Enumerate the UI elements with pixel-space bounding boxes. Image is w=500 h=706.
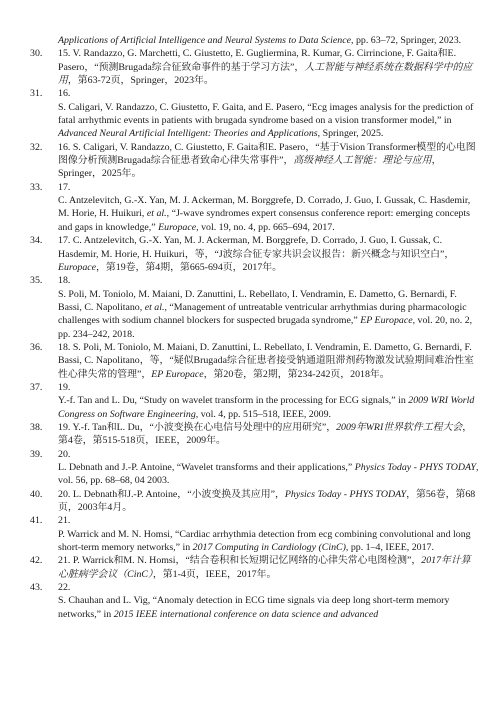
reference-venue: Europace [58, 261, 97, 273]
reference-item [30, 341, 480, 381]
reference-sub-number: 19. [58, 381, 71, 393]
reference-venue: 2015 IEEE international conference on data science and advanced [113, 608, 379, 620]
reference-details: , “Management of untreatable ventricular arrhythmias during pharmacologic challenges with sodium channel blockers for suspected brugada syndrome,” [58, 301, 467, 327]
reference-details: ，第56卷，第68页，2003年4月。 [58, 488, 476, 514]
reference-venue: 2017年计算心脏病学会议（CinC） [58, 555, 471, 580]
reference-body: 16. S. Caligari, V. Randazzo, C. Giustetto, F. Gaita和E. Pasero，“基于Vision Transformer模型的心电图图像分析预测Brugada综合征患者致命心律失常事件”， [58, 141, 476, 167]
reference-item [30, 141, 480, 181]
reference-body: S. Chauhan and L. Vig, “Anomaly detection in ECG time signals via deep long short-term memory networks,” in [58, 595, 450, 620]
reference-body: S. Caligari, V. Randazzo, C. Giustetto, F. Gaita, and E. Pasero, “Ecg images analysis for the prediction of fatal arrhythmic events in patients with brugada syndrome based on a vision transformer model,” in [58, 101, 474, 127]
reference-body: 15. V. Randazzo, G. Marchetti, C. Giustetto, E. Gugliermina, R. Kumar, G. Cirrincione, F. Gaita和E. Pasero，“预测Brugada综合征致命事件的基于学习方法”， [58, 48, 457, 73]
reference-item [30, 181, 480, 234]
reference-text [58, 181, 480, 234]
reference-body: 17. C. Antzelevitch, G.-X. Yan, M. J. Ackerman, M. Borggrefe, D. Corrado, J. Guo, I. Gussak, C. Hasdemir, M. Horie, H. Huikuri，等，“J波综合征专家共识会议报告：新兴概念与知识空白”， [58, 235, 455, 260]
reference-venue: 人工智能与神经系统在数据科学中的应用 [58, 61, 473, 87]
reference-venue: et al. [144, 301, 165, 313]
reference-venue: EP Europace [360, 315, 413, 327]
reference-number: 31. [30, 88, 43, 100]
reference-body: 20. L. Debnath和J.-P. Antoine，“小波变换及其应用”， [58, 488, 285, 500]
reference-venue: 高级神经人工智能：理论与应用 [293, 155, 432, 167]
reference-details: , vol. 20, no. 2, pp. 234–242, 2018. [58, 315, 473, 340]
reference-body: S. Poli, M. Toniolo, M. Maiani, D. Zanuttini, L. Rebellato, I. Vendramin, E. Dametto, G. Bernardi, F. Bassi, C. Napolitano, [58, 288, 457, 313]
reference-sub-number: 18. [58, 275, 71, 287]
reference-number: 39. [30, 448, 43, 460]
reference-details: , Springer, 2025. [317, 128, 384, 140]
reference-text [58, 234, 480, 274]
reference-details: , “J-wave syndromes expert consensus conference report: emerging concepts and gaps in knowledge,” [58, 208, 470, 233]
reference-text [58, 274, 480, 341]
reference-number: 34. [30, 235, 43, 247]
reference-venue: Physics Today - PHYS TODAY [284, 488, 407, 500]
reference-item [30, 421, 480, 448]
reference-number: 36. [30, 341, 43, 353]
reference-number: 33. [30, 181, 43, 193]
reference-text [58, 554, 480, 581]
reference-venue: EP Europace [151, 368, 204, 380]
reference-item [30, 234, 480, 274]
reference-item [30, 448, 480, 488]
reference-details: , vol. 4, pp. 515–518, IEEE, 2009. [195, 408, 332, 420]
reference-body: 19. Y.-f. Tan和L. Du，“小波变换在心电信号处理中的应用研究”， [58, 421, 337, 433]
reference-body: C. Antzelevitch, G.-X. Yan, M. J. Ackerman, M. Borggrefe, D. Corrado, J. Guo, I. Gussak, C. Hasdemir, M. Horie, H. Huikuri, [58, 195, 471, 220]
reference-text [58, 87, 480, 140]
reference-text [58, 488, 480, 515]
reference-details: ，第19卷，第4期，第665-694页，2017年。 [96, 261, 283, 273]
reference-number: 35. [30, 275, 43, 287]
reference-venue: Europace [158, 221, 197, 233]
reference-body: 18. S. Poli, M. Toniolo, M. Maiani, D. Zanuttini, L. Rebellato, I. Vendramin, E. Dametto, G. Bernardi, F. Bassi, C. Napolitano，等，“疑似Brugada综合征患者接受钠通道阻滞剂药物激发试验期间难治性室性心律失常的管理”， [58, 341, 474, 380]
reference-text [58, 581, 480, 621]
reference-venue: et al. [146, 208, 167, 220]
reference-text [58, 381, 480, 421]
reference-details: , vol. 19, no. 4, pp. 665–694, 2017. [196, 221, 335, 233]
reference-text [58, 448, 480, 488]
reference-sub-number: 17. [58, 181, 71, 193]
reference-details: ，第63-72页，Springer，2023年。 [67, 75, 214, 87]
reference-body: P. Warrick and M. N. Homsi, “Cardiac arrhythmia detection from ecg combining convolutional and long short-term memory networks,” in [58, 528, 471, 554]
reference-text [58, 47, 480, 87]
reference-number: 30. [30, 48, 43, 60]
reference-sub-number: 21. [58, 515, 71, 527]
reference-body: 21. P. Warrick和M. N. Homsi，“结合卷积和长短期记忆网络的心律失常心电图检测”， [58, 555, 422, 567]
reference-number: 37. [30, 381, 43, 393]
reference-number: 41. [30, 515, 43, 527]
reference-item [30, 514, 480, 554]
reference-item [30, 488, 480, 515]
reference-details: ，第1-4页，IEEE，2017年。 [152, 568, 277, 580]
reference-item [30, 554, 480, 581]
reference-details: ，Springer，2025年。 [58, 155, 442, 180]
reference-details: , vol. 56, pp. 68–68, 04 2003. [58, 462, 479, 487]
reference-venue: Advanced Neural Artificial Intelligent: Theories and Applications [58, 128, 318, 140]
reference-text [58, 421, 480, 448]
reference-venue: 2009 WRI World Congress on Software Engineering [58, 395, 475, 420]
reference-continuation [30, 34, 480, 47]
reference-item [30, 47, 480, 87]
reference-number: 43. [30, 582, 43, 594]
reference-text [58, 514, 480, 554]
reference-body: Y.-f. Tan and L. Du, “Study on wavelet transform in the processing for ECG signals,” in [58, 395, 409, 407]
reference-number: 32. [30, 141, 43, 153]
reference-sub-number: 20. [58, 448, 71, 460]
reference-item [30, 274, 480, 341]
reference-sub-number: 22. [58, 582, 71, 594]
reference-number: 38. [30, 421, 43, 433]
reference-details: ，第4卷，第515-518页，IEEE，2009年。 [58, 421, 473, 447]
reference-number: 40. [30, 488, 43, 500]
reference-item [30, 381, 480, 421]
reference-item [30, 581, 480, 621]
reference-text [58, 141, 480, 181]
venue-italic: Applications of Artificial Intelligence and Neural Systems to Data Science [58, 35, 351, 46]
reference-details: ，第20卷，第2期，第234-242页，2018年。 [203, 368, 390, 380]
reference-venue: Physics Today - PHYS TODAY [354, 462, 477, 473]
reference-venue: 2017 Computing in Cardiology (CinC) [192, 542, 346, 554]
reference-tail: , pp. 63–72, Springer, 2023. [351, 35, 462, 46]
reference-details: , pp. 1–4, IEEE, 2017. [345, 542, 434, 554]
reference-list [30, 47, 480, 621]
reference-sub-number: 16. [58, 88, 71, 100]
reference-venue: 2009年WRI世界软件工程大会 [336, 421, 463, 433]
reference-body: L. Debnath and J.-P. Antoine, “Wavelet transforms and their applications,” [58, 462, 355, 473]
reference-text [58, 341, 480, 381]
reference-number: 42. [30, 555, 43, 567]
reference-item [30, 87, 480, 140]
